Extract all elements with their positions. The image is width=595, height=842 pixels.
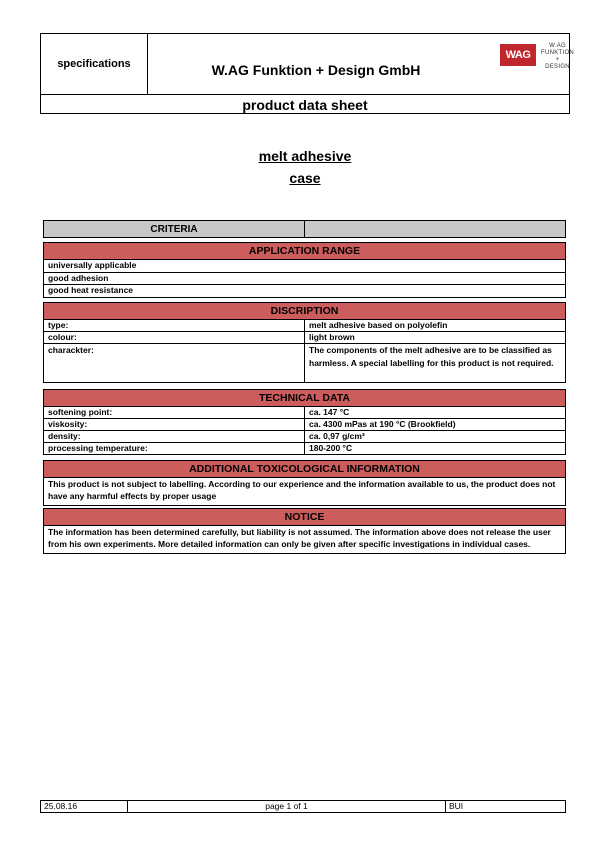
criteria-label: CRITERIA bbox=[44, 221, 305, 237]
document-footer bbox=[40, 800, 566, 813]
section-heading: TECHNICAL DATA bbox=[44, 390, 565, 407]
criteria-value-cell bbox=[305, 221, 565, 237]
notice-section bbox=[43, 508, 566, 554]
toxicology-section bbox=[43, 460, 566, 506]
table-row: density: ca. 0,97 g/cm³ bbox=[44, 431, 565, 443]
description-section bbox=[43, 302, 566, 383]
notice-text: The information has been determined carefully, but liability is not assumed. The information above does not release the user from his own experiments. More detailed information can only be given after specific investigations in individual cases. bbox=[48, 527, 551, 549]
table-row: softening point: ca. 147 °C bbox=[44, 407, 565, 419]
list-item: universally applicable bbox=[44, 260, 565, 273]
document-header bbox=[40, 33, 575, 114]
table-row: processing temperature: 180-200 °C bbox=[44, 443, 565, 454]
specifications-label: specifications bbox=[41, 34, 148, 94]
table-row: type: melt adhesive based on polyolefin bbox=[44, 320, 565, 332]
logo-text: W.AG FUNKTION + DESIGN bbox=[541, 43, 575, 70]
table-row: viskosity: ca. 4300 mPas at 190 °C (Brookfield) bbox=[44, 419, 565, 431]
product-name: melt adhesive bbox=[258, 148, 352, 164]
table-row: colour: light brown bbox=[44, 332, 565, 344]
company-logo bbox=[484, 34, 575, 94]
list-item: good adhesion bbox=[44, 273, 565, 286]
toxicology-text: This product is not subject to labelling. According to our experience and the information available to us, the product does not have any harmful effects by proper usage bbox=[48, 479, 556, 501]
technical-data-section bbox=[43, 389, 566, 455]
section-heading: DISCRIPTION bbox=[44, 303, 565, 320]
list-item: good heat resistance bbox=[48, 285, 134, 295]
application-range-section bbox=[43, 242, 566, 298]
product-title bbox=[40, 145, 570, 189]
section-heading: ADDITIONAL TOXICOLOGICAL INFORMATION bbox=[44, 461, 565, 478]
criteria-header bbox=[43, 220, 566, 238]
footer-page: page 1 of 1 bbox=[128, 801, 446, 812]
logo-mark: WAG bbox=[500, 44, 536, 66]
company-name: W.AG Funktion + Design GmbH bbox=[211, 62, 421, 78]
footer-date: 25.08.16 bbox=[41, 801, 128, 812]
product-variant: case bbox=[289, 170, 321, 186]
section-heading: APPLICATION RANGE bbox=[44, 243, 565, 260]
section-heading: NOTICE bbox=[44, 509, 565, 526]
table-row: charackter: The components of the melt adhesive are to be classified as harmless. A special labelling for this product is not required. bbox=[44, 344, 565, 382]
footer-initials: BUI bbox=[449, 801, 464, 811]
document-title: product data sheet bbox=[41, 94, 569, 114]
